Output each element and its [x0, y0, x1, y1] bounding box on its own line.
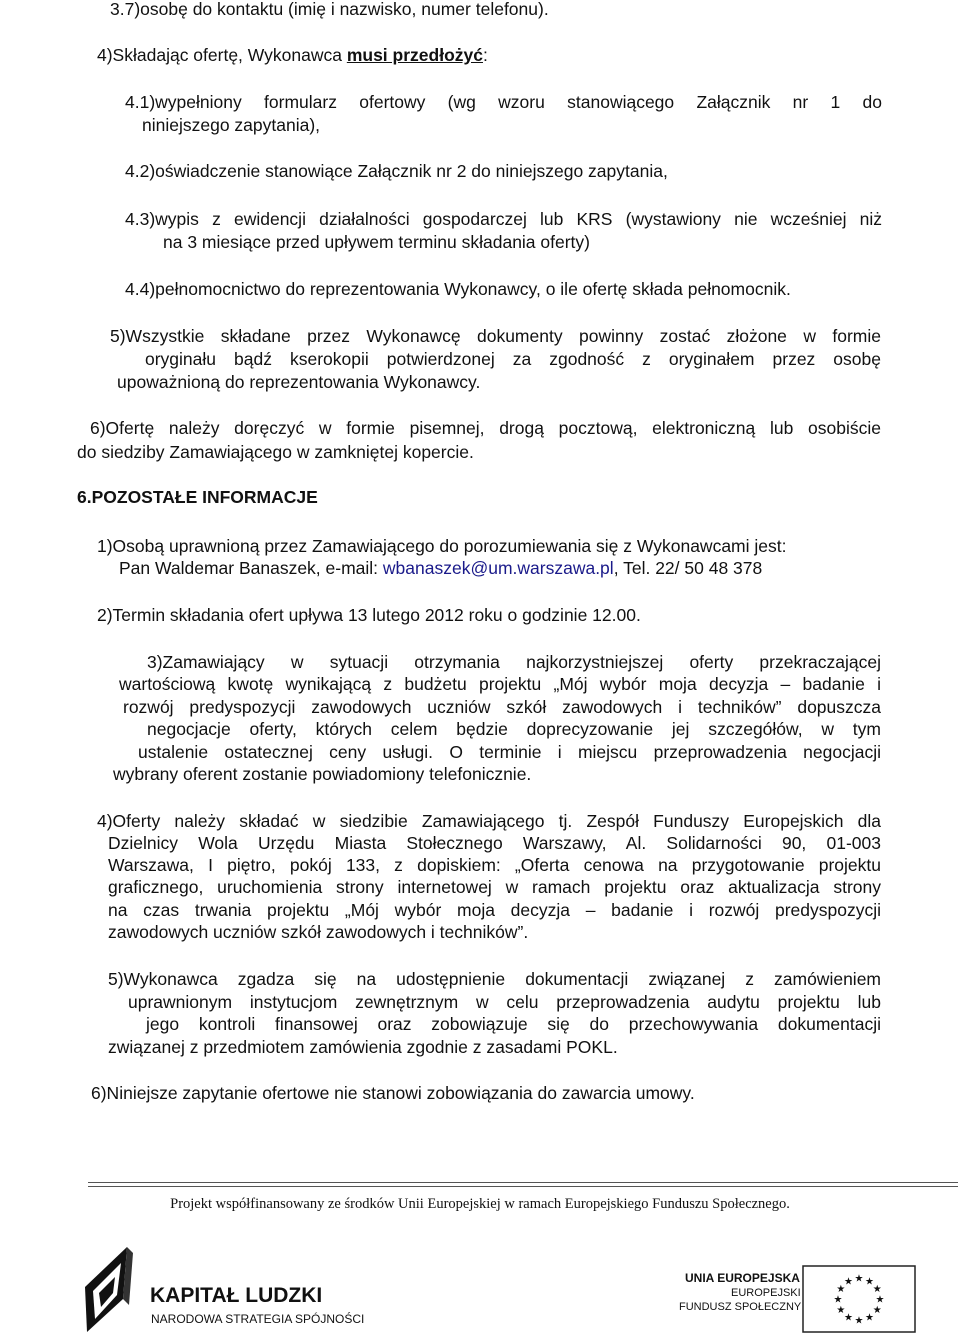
item-6-line2: do siedziby Zamawiającego w zamkniętej kopercie. [77, 442, 474, 462]
info-4-line3: Warszawa, I piętro, pokój 133, z dopiskiem: „Oferta cenowa na przygotowanie projektu [108, 855, 881, 875]
eu-star: ★ [872, 1305, 882, 1316]
item-4-3-line2: na 3 miesiące przed upływem terminu składania oferty) [163, 232, 590, 252]
item-4-1-line2: niniejszego zapytania), [142, 115, 321, 135]
kapital-ludzki-logo [85, 1247, 385, 1332]
kapital-ludzki-title: KAPITAŁ LUDZKI [150, 1284, 323, 1307]
item-3-7: 3.7)osobę do kontaktu (imię i nazwisko, numer telefonu). [110, 0, 549, 19]
info-5-line2: uprawnionym instytucjom zewnętrznym w celu przeprowadzenia audytu projektu lub [128, 992, 881, 1012]
info-5-line4: związanej z przedmiotem zamówienia zgodnie z zasadami POKL. [108, 1037, 618, 1057]
eu-line1: UNIA EUROPEJSKA [685, 1271, 800, 1285]
item-4-3-line1: 4.3)wypis z ewidencji działalności gospodarczej lub KRS (wystawiony nie wcześniej niż [125, 209, 882, 229]
info-5-line3: jego kontroli finansowej oraz zobowiązuje się do przechowywania dokumentacji [146, 1014, 881, 1034]
info-4-line2: Dzielnicy Wola Urzędu Miasta Stołecznego Warszawy, Al. Solidarności 90, 01-003 [108, 833, 881, 853]
item-4-4: 4.4)pełnomocnictwo do reprezentowania Wykonawcy, o ile ofertę składa pełnomocnik. [125, 279, 791, 299]
footer-divider-top [88, 1182, 958, 1183]
eu-line3: FUNDUSZ SPOŁECZNY [679, 1301, 802, 1313]
info-6: 6)Niniejsze zapytanie ofertowe nie stanowi zobowiązania do zawarcia umowy. [91, 1083, 695, 1103]
eu-star: ★ [872, 1284, 882, 1295]
info-3-line6: wybrany oferent zostanie powiadomiony telefonicznie. [113, 764, 532, 784]
item-6-line1: 6)Ofertę należy doręczyć w formie pisemnej, drogą pocztową, elektroniczną lub osobiście [90, 418, 881, 438]
info-4-line4: graficznego, uruchomienia strony internetowej w ramach projektu oraz aktualizacja strony [108, 877, 881, 897]
kapital-ludzki-subtitle: NARODOWA STRATEGIA SPÓJNOŚCI [151, 1312, 365, 1326]
item-4-heading-emphasis: musi przedłożyć [346, 45, 483, 65]
eu-star: ★ [854, 1273, 864, 1285]
info-2: 2)Termin składania ofert upływa 13 lutego 2012 roku o godzinie 12.00. [97, 605, 641, 625]
eu-star: ★ [844, 1276, 853, 1288]
info-1-line2 [119, 557, 762, 579]
item-4-heading-text: 4)Składając ofertę, Wykonawca [97, 45, 347, 65]
section-6-heading: 6.POZOSTAŁE INFORMACJE [77, 487, 318, 507]
eu-star: ★ [833, 1294, 843, 1306]
info-3-line3: rozwój predyspozycji zawodowych uczniów szkół zawodowych i techników” dopuszcza [123, 697, 881, 717]
eu-star: ★ [875, 1294, 885, 1306]
footer-divider-bottom [88, 1186, 958, 1187]
info-4-line5: na czas trwania projektu „Mój wybór moja decyzja – badanie i rozwój predyspozycji [108, 900, 881, 920]
info-1-phone: , Tel. 22/ 50 48 378 [613, 558, 763, 578]
item-4-2: 4.2)oświadczenie stanowiące Załącznik nr 2 do niniejszego zapytania, [125, 161, 668, 181]
eu-star: ★ [836, 1284, 846, 1295]
info-1-line1: 1)Osobą uprawnioną przez Zamawiającego do porozumiewania się z Wykonawcami jest: [97, 536, 787, 556]
info-4-line1: 4)Oferty należy składać w siedzibie Zamawiającego tj. Zespół Funduszy Europejskich dla [97, 811, 881, 831]
info-1-contact-text: Pan Waldemar Banaszek, e-mail: [119, 558, 383, 578]
item-5-line3: upoważnioną do reprezentowania Wykonawcy. [117, 372, 481, 392]
eu-flag-icon [675, 1262, 955, 1334]
item-5-line1: 5)Wszystkie składane przez Wykonawcę dokumenty powinny zostać złożone w formie [110, 326, 881, 346]
eu-star: ★ [836, 1305, 846, 1316]
eu-line2: EUROPEJSKI [731, 1287, 801, 1299]
eu-star: ★ [844, 1312, 853, 1324]
item-5-line2: oryginału bądź kserokopii potwierdzonej za zgodność z oryginałem przez osobę [145, 349, 881, 369]
kapital-ludzki-emblem-icon [85, 1247, 385, 1332]
info-3-line2: wartościową kwotę wynikającą z budżetu projektu „Mój wybór moja decyzja – badanie i [119, 674, 881, 694]
eu-star: ★ [865, 1276, 874, 1288]
info-3-line1: 3)Zamawiający w sytuacji otrzymania najkorzystniejszej oferty przekraczającej [147, 652, 881, 672]
info-5-line1: 5)Wykonawca zgadza się na udostępnienie dokumentacji związanej z zamówieniem [108, 969, 881, 989]
item-4-1-line1: 4.1)wypełniony formularz ofertowy (wg wzoru stanowiącego Załącznik nr 1 do [125, 92, 882, 112]
info-3-line4: negocjacje oferty, których celem będzie doprecyzowanie jej szczegółów, w tym [147, 719, 881, 739]
footer-cofinancing-note: Projekt współfinansowany ze środków Unii Europejskiej w ramach Europejskiego Funduszu Społecznego. [170, 1196, 790, 1212]
item-4-heading [97, 44, 488, 66]
eu-esf-logo [675, 1262, 955, 1334]
info-4-line6: zawodowych uczniów szkół zawodowych i techników”. [108, 922, 529, 942]
info-3-line5: ustalenie ostatecznej ceny usługi. O terminie i miejscu przeprowadzenia negocjacji [138, 742, 881, 762]
eu-star: ★ [865, 1312, 874, 1324]
email-link[interactable]: wbanaszek@um.warszawa.pl [382, 558, 614, 578]
eu-star: ★ [854, 1315, 864, 1327]
item-4-heading-colon: : [482, 45, 488, 65]
